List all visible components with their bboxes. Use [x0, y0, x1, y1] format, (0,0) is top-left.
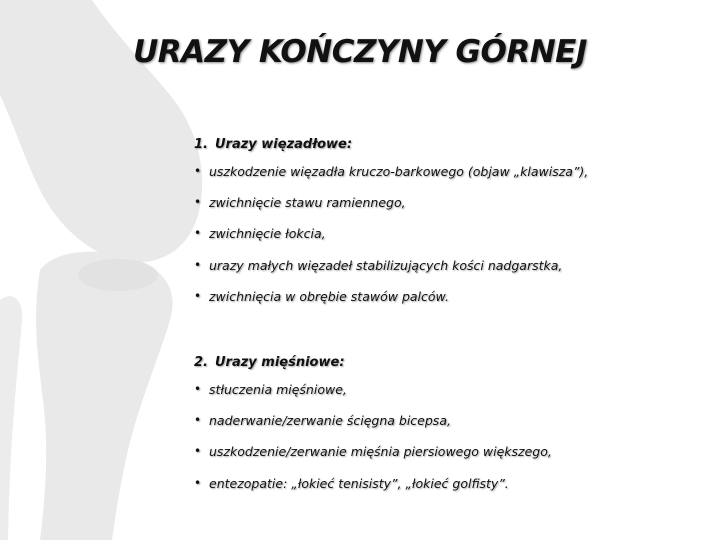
list-item [194, 468, 694, 499]
bullet-icon: • [194, 257, 202, 272]
bullet-icon: • [194, 164, 202, 178]
bullet-icon: • [194, 444, 202, 459]
bullet-icon: • [194, 413, 202, 428]
list-item-text: entezopatie: „łokieć tenisisty”, „łokieć golfisty”. [209, 475, 509, 491]
thin-bone-shape [0, 296, 22, 540]
list-item-text: uszkodzenie więzadła kruczo-barkowego (objaw „klawisza”), [209, 164, 589, 179]
bullet-list [194, 374, 694, 499]
bullet-icon: • [194, 195, 202, 210]
list-item-text: zwichnięcie stawu ramiennego, [209, 195, 406, 211]
section-muscle-injuries [194, 352, 694, 499]
list-item [194, 218, 694, 249]
list-item [194, 374, 694, 405]
lower-bone-shape [36, 252, 172, 540]
section-heading-text: Urazy więzadłowe: [214, 137, 353, 152]
list-item [194, 436, 694, 467]
list-item-text: naderwanie/zerwanie ścięgna bicepsa, [209, 413, 451, 429]
joint-highlight-shape [78, 259, 158, 291]
bullet-icon: • [194, 288, 202, 303]
list-item-text: uszkodzenie/zerwanie mięśnia piersiowego większego, [209, 444, 552, 460]
list-item [194, 187, 694, 218]
slide-content [194, 134, 694, 499]
section-heading [194, 352, 694, 374]
list-item [194, 405, 694, 436]
list-item-text: zwichnięcie łokcia, [209, 226, 326, 242]
section-heading [194, 134, 694, 156]
bullet-icon: • [194, 475, 202, 490]
list-item-text: stłuczenia mięśniowe, [209, 381, 347, 397]
bullet-list [194, 156, 694, 312]
bullet-icon: • [194, 226, 202, 241]
section-spacer [194, 312, 694, 352]
list-item [194, 250, 694, 281]
section-number: 2. [194, 354, 208, 370]
section-ligament-injuries [194, 134, 694, 312]
slide-title: URAZY KOŃCZYNY GÓRNEJ [133, 34, 587, 70]
section-heading-text: Urazy mięśniowe: [214, 354, 345, 370]
list-item [194, 156, 694, 187]
list-item-text: urazy małych więzadeł stabilizujących kości nadgarstka, [209, 257, 563, 273]
list-item-text: zwichnięcia w obrębie stawów palców. [209, 288, 449, 304]
section-number: 1. [194, 137, 208, 152]
bullet-icon: • [194, 381, 202, 396]
list-item [194, 281, 694, 312]
